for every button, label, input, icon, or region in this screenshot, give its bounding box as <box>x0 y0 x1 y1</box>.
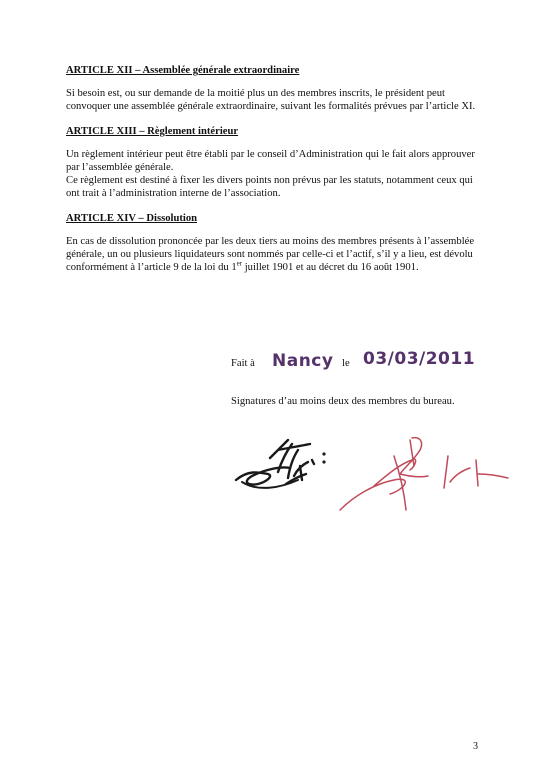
page-number: 3 <box>473 741 478 752</box>
article-heading: ARTICLE XIII – Règlement intérieur <box>66 126 239 137</box>
date-handwritten: 03/03/2011 <box>363 349 476 369</box>
article-12 <box>66 64 486 113</box>
paragraph-text-part: En cas de dissolution prononcée par les deux tiers au moins des membres présents à l’assemblée générale, un ou plusieurs liquidateurs sont nommés par celle-ci et l’actif, s’il y a lieu, est dévolu conformément à l’article 9 de la loi du 1 <box>66 236 475 273</box>
fait-label: Fait à <box>231 358 255 369</box>
signature-2 <box>334 426 514 516</box>
paragraph-text <box>66 235 486 274</box>
article-paragraph <box>66 87 486 113</box>
paragraph-text: Un règlement intérieur peut être établi par le conseil d’Administration qui le fait alors approuver par l’assemblée générale. <box>66 149 475 173</box>
article-paragraph <box>66 235 486 274</box>
signatures-note: Signatures d’au moins deux des membres du bureau. <box>231 396 455 407</box>
article-14 <box>66 212 486 274</box>
article-heading: ARTICLE XII – Assemblée générale extraordinaire <box>66 65 300 76</box>
date-label: le <box>342 358 350 369</box>
signature-1 <box>228 430 338 500</box>
paragraph-text-part: juillet 1901 et au décret du 16 août 1901. <box>242 262 419 273</box>
paragraph-text: Si besoin est, ou sur demande de la moitié plus un des membres inscrits, le président peut convoquer une assemblée générale extraordinaire, suivant les formalités prévues par l’article XI. <box>66 88 476 112</box>
article-paragraph <box>66 148 486 200</box>
article-heading: ARTICLE XIV – Dissolution <box>66 213 198 224</box>
article-13 <box>66 125 486 200</box>
superscript: er <box>236 259 243 268</box>
paragraph-text: Ce règlement est destiné à fixer les divers points non prévus par les statuts, notamment ceux qui ont trait à l’administration interne de l’association. <box>66 175 473 199</box>
place-handwritten: Nancy <box>272 351 334 371</box>
articles-body <box>66 64 486 286</box>
